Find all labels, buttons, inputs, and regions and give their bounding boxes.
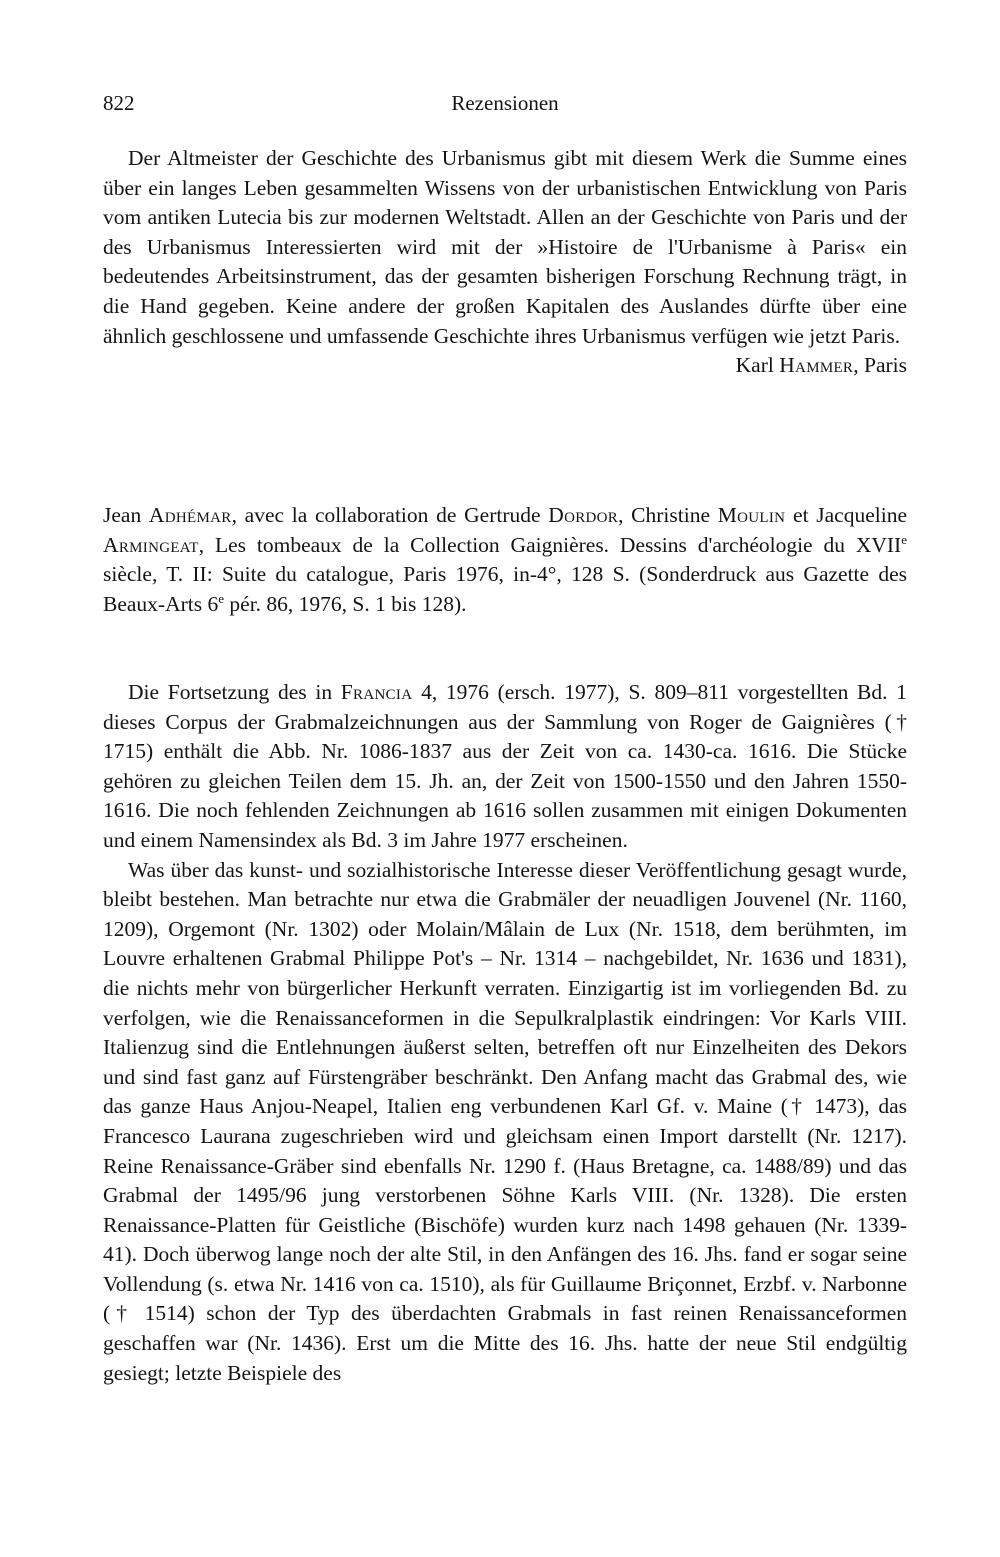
bibliographic-citation xyxy=(103,501,907,619)
citation-text: pér. 86, 1976, S. 1 bis 128). xyxy=(224,591,467,616)
body-text: 4, 1976 (ersch. 1977), S. 809–811 vorgestellten Bd. 1 dieses Corpus der Grabmalzeichnungen aus der Sammlung von Roger de Gaignières († 1715) enthält die Abb. Nr. 1086-1837 aus der Zeit von ca. 1430-ca. 1616. Die Stücke gehören zu gleichen Teilen dem 15. Jh. an, der Zeit von 1500-1550 und den Jahren 1550-1616. Die noch fehlenden Zeichnungen ab 1616 sollen zusammen mit einigen Dokumenten und einem Namensindex als Bd. 3 im Jahre 1977 erscheinen. xyxy=(103,680,907,852)
running-head xyxy=(103,88,907,118)
section-title: Rezensionen xyxy=(451,91,559,115)
review-1-signature xyxy=(103,351,907,381)
journal-name: Francia xyxy=(340,680,413,704)
citation-text: , Christine xyxy=(618,503,718,527)
review-1 xyxy=(103,144,907,381)
signature-place: , Paris xyxy=(853,353,907,378)
citation-text: et Jacqueline xyxy=(785,503,907,527)
citation-text: , avec la collaboration de Gertrude xyxy=(231,503,549,527)
document-page xyxy=(103,0,907,1557)
review-2-citation xyxy=(103,501,907,619)
author-name: Moulin xyxy=(717,503,786,527)
author-name: Armingeat xyxy=(103,532,199,557)
signature-first-name: Karl xyxy=(735,353,774,378)
signature-surname: Hammer xyxy=(779,353,854,378)
citation-text: Jean xyxy=(103,503,149,527)
page-number: 822 xyxy=(103,91,135,115)
review-2-body xyxy=(103,678,907,1388)
body-text: Die Fortsetzung des in xyxy=(128,680,341,704)
review-2-paragraph-2: Was über das kunst- und sozialhistorische Interesse dieser Veröffentlichung gesagt wurde, bleibt bestehen. Man betrachte nur etwa die Grabmäler der neuadligen Jouvenel (Nr. 1160, 1209), Orgemont (Nr. 1302) oder Molain/Mâlain de Lux (Nr. 1518, dem berühmten, im Louvre erhaltenen Grabmal Philippe Pot's – Nr. 1314 – nachgebildet, Nr. 1636 und 1831), die nichts mehr von bürgerlicher Herkunft verraten. Einzigartig ist im vorliegenden Bd. zu verfolgen, wie die Renaissanceformen in die Sepulkralplastik eindringen: Vor Karls VIII. Italienzug sind die Entlehnungen äußerst selten, betreffen oft nur Einzelheiten des Dekors und sind fast ganz auf Fürstengräber beschränkt. Den Anfang macht das Grabmal des, wie das ganze Haus Anjou-Neapel, Italien eng verbundenen Karl Gf. v. Maine († 1473), das Francesco Laurana zugeschrieben wird und gleichsam einen Import darstellt (Nr. 1217). Reine Renaissance-Gräber sind ebenfalls Nr. 1290 f. (Haus Bretagne, ca. 1488/89) und das Grabmal der 1495/96 jung verstorbenen Söhne Karls VIII. (Nr. 1328). Die ersten Renaissance-Platten für Geistliche (Bischöfe) wurden kurz nach 1498 gehauen (Nr. 1339-41). Doch überwog lange noch der alte Stil, in den Anfängen des 16. Jhs. fand er sogar seine Vollendung (s. etwa Nr. 1416 von ca. 1510), als für Guillaume Briçonnet, Erzbf. v. Narbonne († 1514) schon der Typ des überdachten Grabmals in fast reinen Renaissanceformen geschaffen war (Nr. 1436). Erst um die Mitte des 16. Jhs. hatte der neue Stil endgültig gesiegt; letzte Beispiele des xyxy=(103,857,907,1385)
citation-text: , Les tombeaux de la Collection Gaignières. Dessins d'archéologie du XVII xyxy=(198,532,902,557)
superscript: e xyxy=(218,590,225,606)
author-name: Adhémar xyxy=(148,503,232,527)
review-2-paragraph-1 xyxy=(103,678,907,856)
author-name: Dordor xyxy=(548,503,619,527)
superscript: e xyxy=(901,531,907,547)
review-1-paragraph: Der Altmeister der Geschichte des Urbanismus gibt mit diesem Werk die Summe eines über ein langes Leben gesammelten Wissens von der urbanistischen Entwicklung von Paris vom antiken Lutecia bis zur modernen Weltstadt. Allen an der Geschichte von Paris und der des Urbanismus Interessierten wird mit der »Histoire de l'Urbanisme à Paris« ein bedeutendes Arbeitsinstrument, das der gesamten bisherigen Forschung Rechnung trägt, in die Hand gegeben. Keine andere der großen Kapitalen des Auslandes dürfte über eine ähnlich geschlossene und umfassende Geschichte ihres Urbanismus verfügen wie jetzt Paris. xyxy=(103,146,907,348)
citation-text: siècle, T. II: Suite du catalogue, Paris 1976, in-4°, 128 S. (Sonderdruck aus Gazette des Beaux-Arts 6 xyxy=(103,562,907,616)
